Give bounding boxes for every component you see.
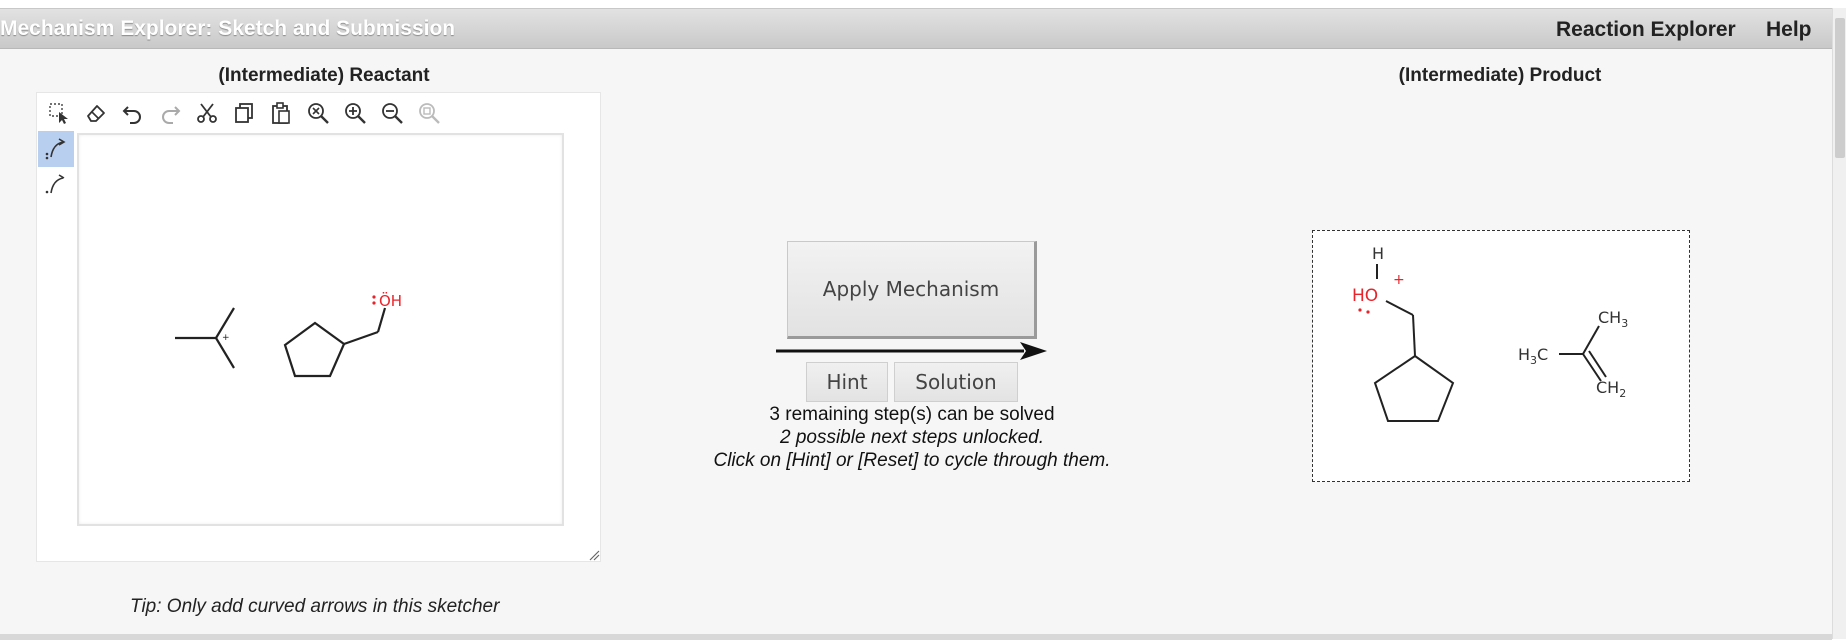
methyl-left-label: $H_3C$	[1518, 345, 1549, 367]
nav-help[interactable]: Help	[1766, 18, 1812, 41]
cycle-instructions-text: Click on [Hint] or [Reset] to cycle through them.	[713, 450, 1111, 471]
resize-grip-icon[interactable]	[588, 549, 600, 561]
zoom-fit-icon[interactable]	[415, 99, 443, 127]
single-electron-arrow-icon[interactable]	[38, 167, 74, 203]
apply-mechanism-button[interactable]: Apply Mechanism	[787, 241, 1037, 339]
reactant-canvas[interactable]	[77, 133, 564, 526]
title-bar	[0, 9, 1832, 49]
bottom-border	[0, 634, 1832, 640]
vertical-scrollbar[interactable]	[1832, 8, 1846, 639]
hint-button[interactable]: Hint	[806, 362, 888, 402]
zoom-in-icon[interactable]	[341, 99, 369, 127]
scrollbar-thumb[interactable]	[1835, 18, 1845, 158]
cut-icon[interactable]	[193, 99, 221, 127]
remaining-steps-text: 3 remaining step(s) can be solved	[769, 404, 1055, 425]
sketcher-side-toolbar	[38, 131, 74, 203]
methyl-label: $CH_3$	[1598, 308, 1629, 330]
svg-text:+: +	[222, 333, 230, 343]
sketcher-tip: Tip: Only add curved arrows in this sketcher	[130, 596, 500, 617]
nav-reaction-explorer[interactable]: Reaction Explorer	[1556, 18, 1736, 41]
zoom-reset-icon[interactable]	[304, 99, 332, 127]
solution-button[interactable]: Solution	[894, 362, 1018, 402]
oxonium-h-label: H	[1372, 244, 1385, 263]
app-title: Mechanism Explorer: Sketch and Submission	[0, 17, 456, 40]
electron-pair-arrow-icon[interactable]	[38, 131, 74, 167]
product-structure-box	[1312, 230, 1690, 482]
reactant-sketcher[interactable]	[36, 92, 601, 562]
reactant-structure	[79, 135, 562, 524]
reaction-arrow-icon	[774, 338, 1050, 364]
product-heading: (Intermediate) Product	[1398, 65, 1602, 86]
oxonium-label: HO	[1352, 286, 1379, 306]
methylene-label: $CH_2$	[1596, 378, 1627, 400]
oxonium-lone-pair	[1358, 308, 1369, 313]
undo-icon[interactable]	[119, 99, 147, 127]
reactant-heading: (Intermediate) Reactant	[218, 65, 430, 86]
hydroxyl-lone-pairs	[372, 295, 375, 304]
hydroxyl-label: ÖH	[379, 292, 403, 310]
select-icon[interactable]	[45, 99, 73, 127]
sketcher-toolbar	[45, 99, 443, 127]
redo-icon[interactable]	[156, 99, 184, 127]
product-structure	[1313, 231, 1689, 481]
zoom-out-icon[interactable]	[378, 99, 406, 127]
unlocked-steps-text: 2 possible next steps unlocked.	[779, 427, 1045, 448]
paste-icon[interactable]	[267, 99, 295, 127]
oxonium-charge: +	[1393, 272, 1405, 288]
copy-icon[interactable]	[230, 99, 258, 127]
eraser-icon[interactable]	[82, 99, 110, 127]
